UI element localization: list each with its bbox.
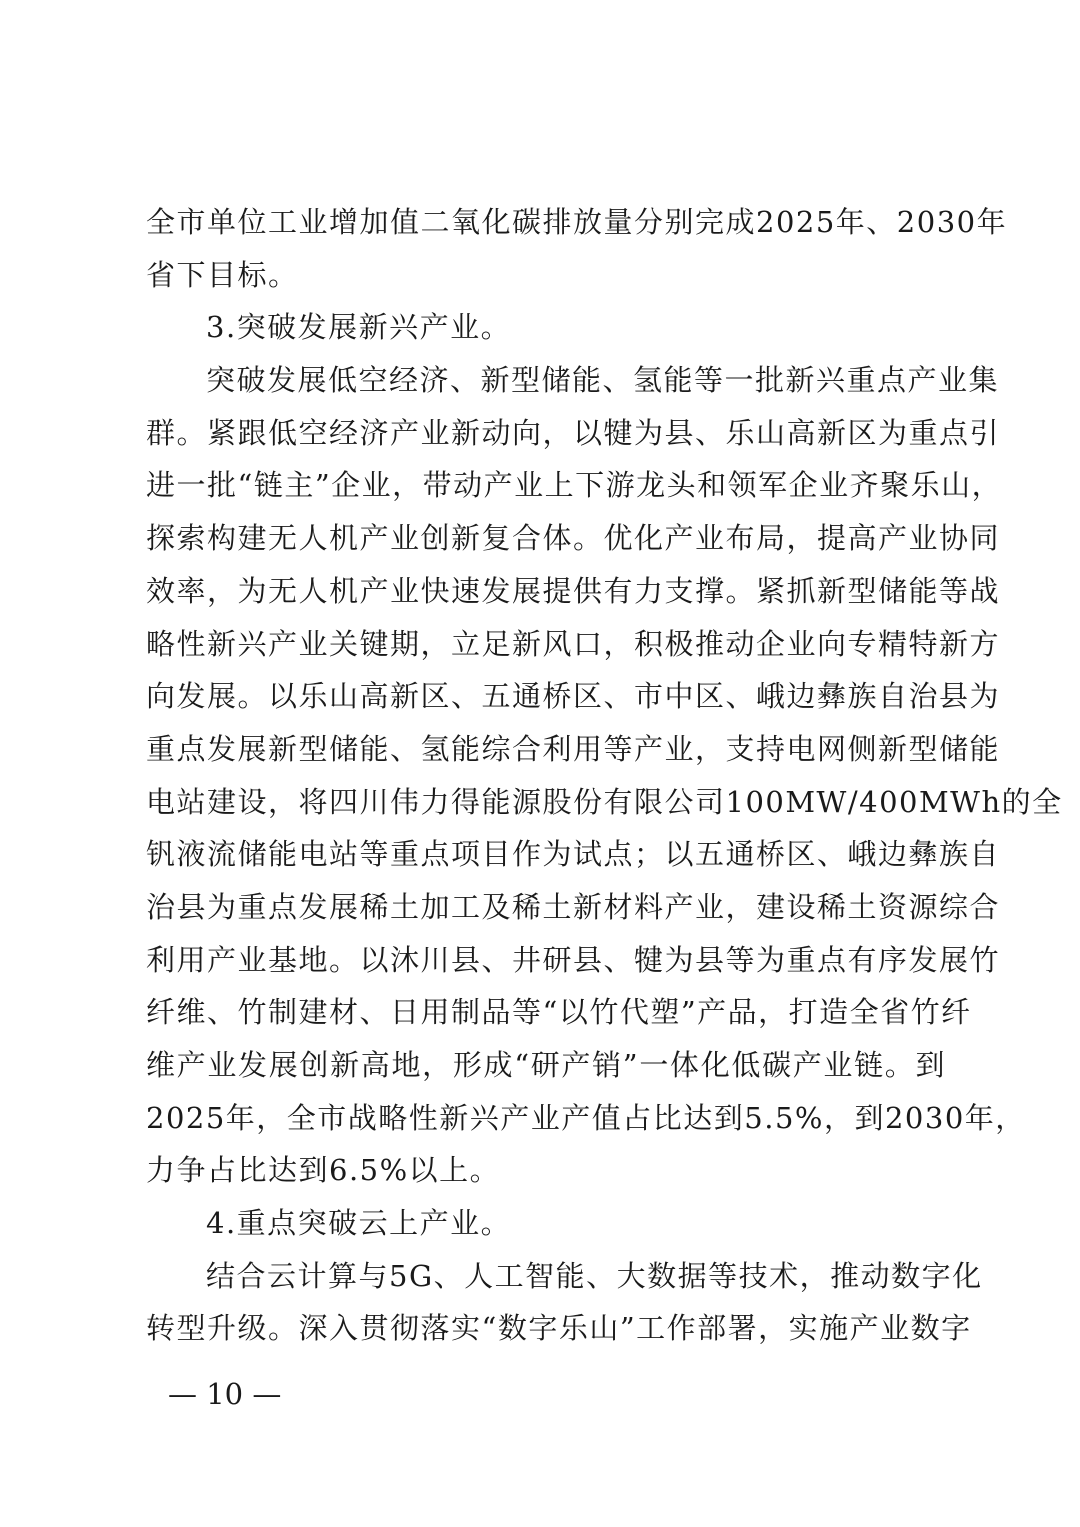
text-line: 重点发展新型储能、氢能综合利用等产业，支持电网侧新型储能 <box>146 731 1001 766</box>
section-heading: 3.突破发展新兴产业。 <box>206 310 512 345</box>
text-line: 结合云计算与5G、人工智能、大数据等技术，推动数字化 <box>206 1258 983 1293</box>
text-line: 力争占比达到6.5%以上。 <box>146 1153 501 1188</box>
text-line: 进一批“链主”企业，带动产业上下游龙头和领军企业齐聚乐山， <box>146 468 1003 503</box>
text-line: 钒液流储能电站等重点项目作为试点；以五通桥区、峨边彝族自 <box>146 837 1001 872</box>
text-line: 转型升级。深入贯彻落实“数字乐山”工作部署，实施产业数字 <box>146 1311 972 1346</box>
page-number: — 10 — <box>168 1377 282 1411</box>
text-line: 治县为重点发展稀土加工及稀土新材料产业，建设稀土资源综合 <box>146 889 1001 924</box>
text-line: 省下目标。 <box>146 257 299 292</box>
text-line: 效率，为无人机产业快速发展提供有力支撑。紧抓新型储能等战 <box>146 573 1001 608</box>
text-line: 全市单位工业增加值二氧化碳排放量分别完成2025年、2030年 <box>146 205 1008 239</box>
body-text <box>146 196 1063 1355</box>
text-line: 电站建设，将四川伟力得能源股份有限公司100MW/400MWh的全 <box>146 784 1063 819</box>
text-line: 纤维、竹制建材、日用制品等“以竹代塑”产品，打造全省竹纤 <box>146 995 972 1030</box>
text-line: 探索构建无人机产业创新复合体。优化产业布局，提高产业协同 <box>146 521 1001 556</box>
text-line: 维产业发展创新高地，形成“研产销”一体化低碳产业链。到 <box>146 1048 946 1082</box>
text-line: 2025年，全市战略性新兴产业产值占比达到5.5%，到2030年， <box>146 1100 1026 1135</box>
text-line: 略性新兴产业关键期，立足新风口，积极推动企业向专精特新方 <box>146 626 1001 661</box>
text-line: 向发展。以乐山高新区、五通桥区、市中区、峨边彝族自治县为 <box>146 679 1001 714</box>
text-line: 群。紧跟低空经济产业新动向，以犍为县、乐山高新区为重点引 <box>146 415 1001 450</box>
text-line: 突破发展低空经济、新型储能、氢能等一批新兴重点产业集 <box>206 363 1000 398</box>
text-line: 利用产业基地。以沐川县、井研县、犍为县等为重点有序发展竹 <box>146 942 1001 977</box>
section-heading: 4.重点突破云上产业。 <box>206 1206 512 1241</box>
